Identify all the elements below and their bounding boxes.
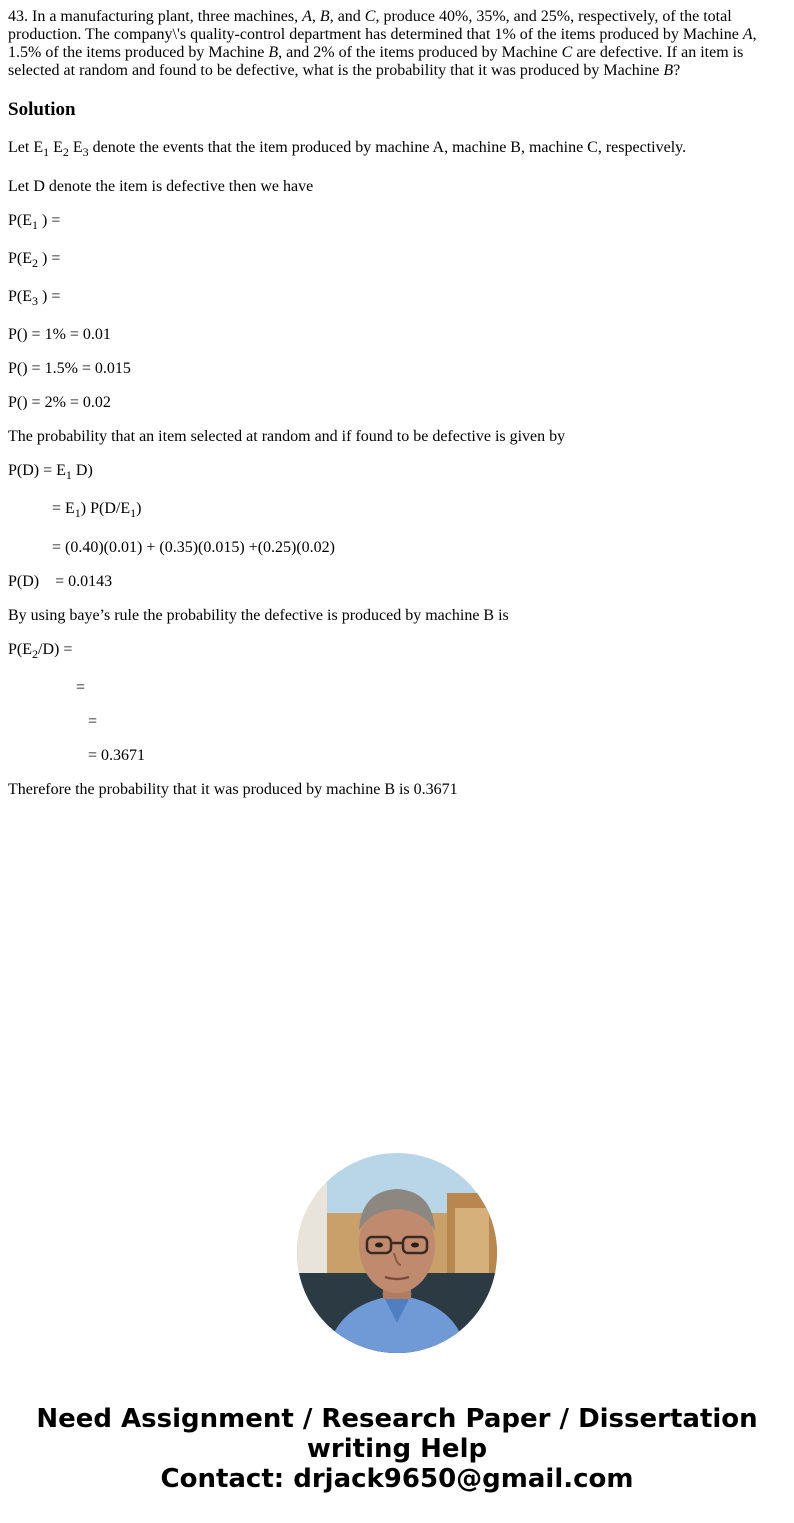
total-prob-result: P(D) = 0.0143 [8, 573, 113, 590]
total-prob-intro: The probability that an item selected at random and if found to be defective is given by [8, 428, 566, 445]
bayes-intro: By using baye’s rule the probability the defective is produced by machine B is [8, 607, 509, 624]
cond-prob-c: P() = 2% = 0.02 [8, 394, 111, 411]
cond-prob-a: P() = 1% = 0.01 [8, 326, 111, 343]
bayes-result: = 0.3671 [88, 747, 146, 764]
bayes-step-2: = [88, 713, 98, 730]
total-prob-step-1: = $E_1$) $P(D/E_1)$ [52, 500, 142, 520]
cond-prob-b: P() = 1.5% = 0.015 [8, 360, 131, 377]
events-definition: Let $E_1$ $E_2$ $E_3$ denote the events that the item produced by machine A, machine B, machine C, respectively. [8, 139, 687, 159]
machine-b-label: B [268, 44, 279, 61]
solution-heading: Solution [8, 99, 76, 120]
prob-e3: $P(E_3$ ) = [8, 288, 61, 308]
defect-definition: Let D denote the item is defective then we have [8, 178, 314, 195]
author-avatar [297, 1153, 497, 1353]
prob-e2: $P(E_2$ ) = [8, 250, 61, 270]
total-prob-formula: $P(D) = E_1$ D) [8, 462, 93, 482]
promo-banner [0, 1404, 794, 1494]
conclusion: Therefore the probability that it was produced by machine B is 0.3671 [8, 781, 458, 798]
prob-e1: $P(E_1$ ) = [8, 212, 61, 232]
machine-b-label: B [319, 8, 330, 25]
machine-a-label: A [302, 8, 312, 25]
promo-contact: Contact: drjack9650@gmail.com [160, 1464, 634, 1494]
machine-a-label: A [742, 26, 753, 43]
promo-line-1: Need Assignment / Research Paper / Dissertation [36, 1404, 758, 1434]
bayes-step-1: = [76, 679, 86, 696]
document-body [8, 8, 768, 121]
promo-line-2: writing Help [306, 1434, 488, 1464]
machine-c-label: C [561, 44, 573, 61]
machine-c-label: C [364, 8, 376, 25]
total-prob-step-2: = (0.40)(0.01) + (0.35)(0.015) +(0.25)(0.02) [52, 539, 336, 556]
question-text: 43. In a manufacturing plant, three machines, A, B, and C, produce 40%, 35%, and 25%, respectively, of the total production. The company\'s quality-control department has determined that 1% of the items produced by Machine A, 1.5% of the items produced by Machine B, and 2% of the items produced by Machine C are defective. If an item is selected at random and found to be defective, what is the probability that it was produced by Machine B? [8, 8, 757, 79]
bayes-formula: $P(E_2/D)$ = [8, 641, 73, 661]
machine-b-label: B [663, 62, 674, 79]
